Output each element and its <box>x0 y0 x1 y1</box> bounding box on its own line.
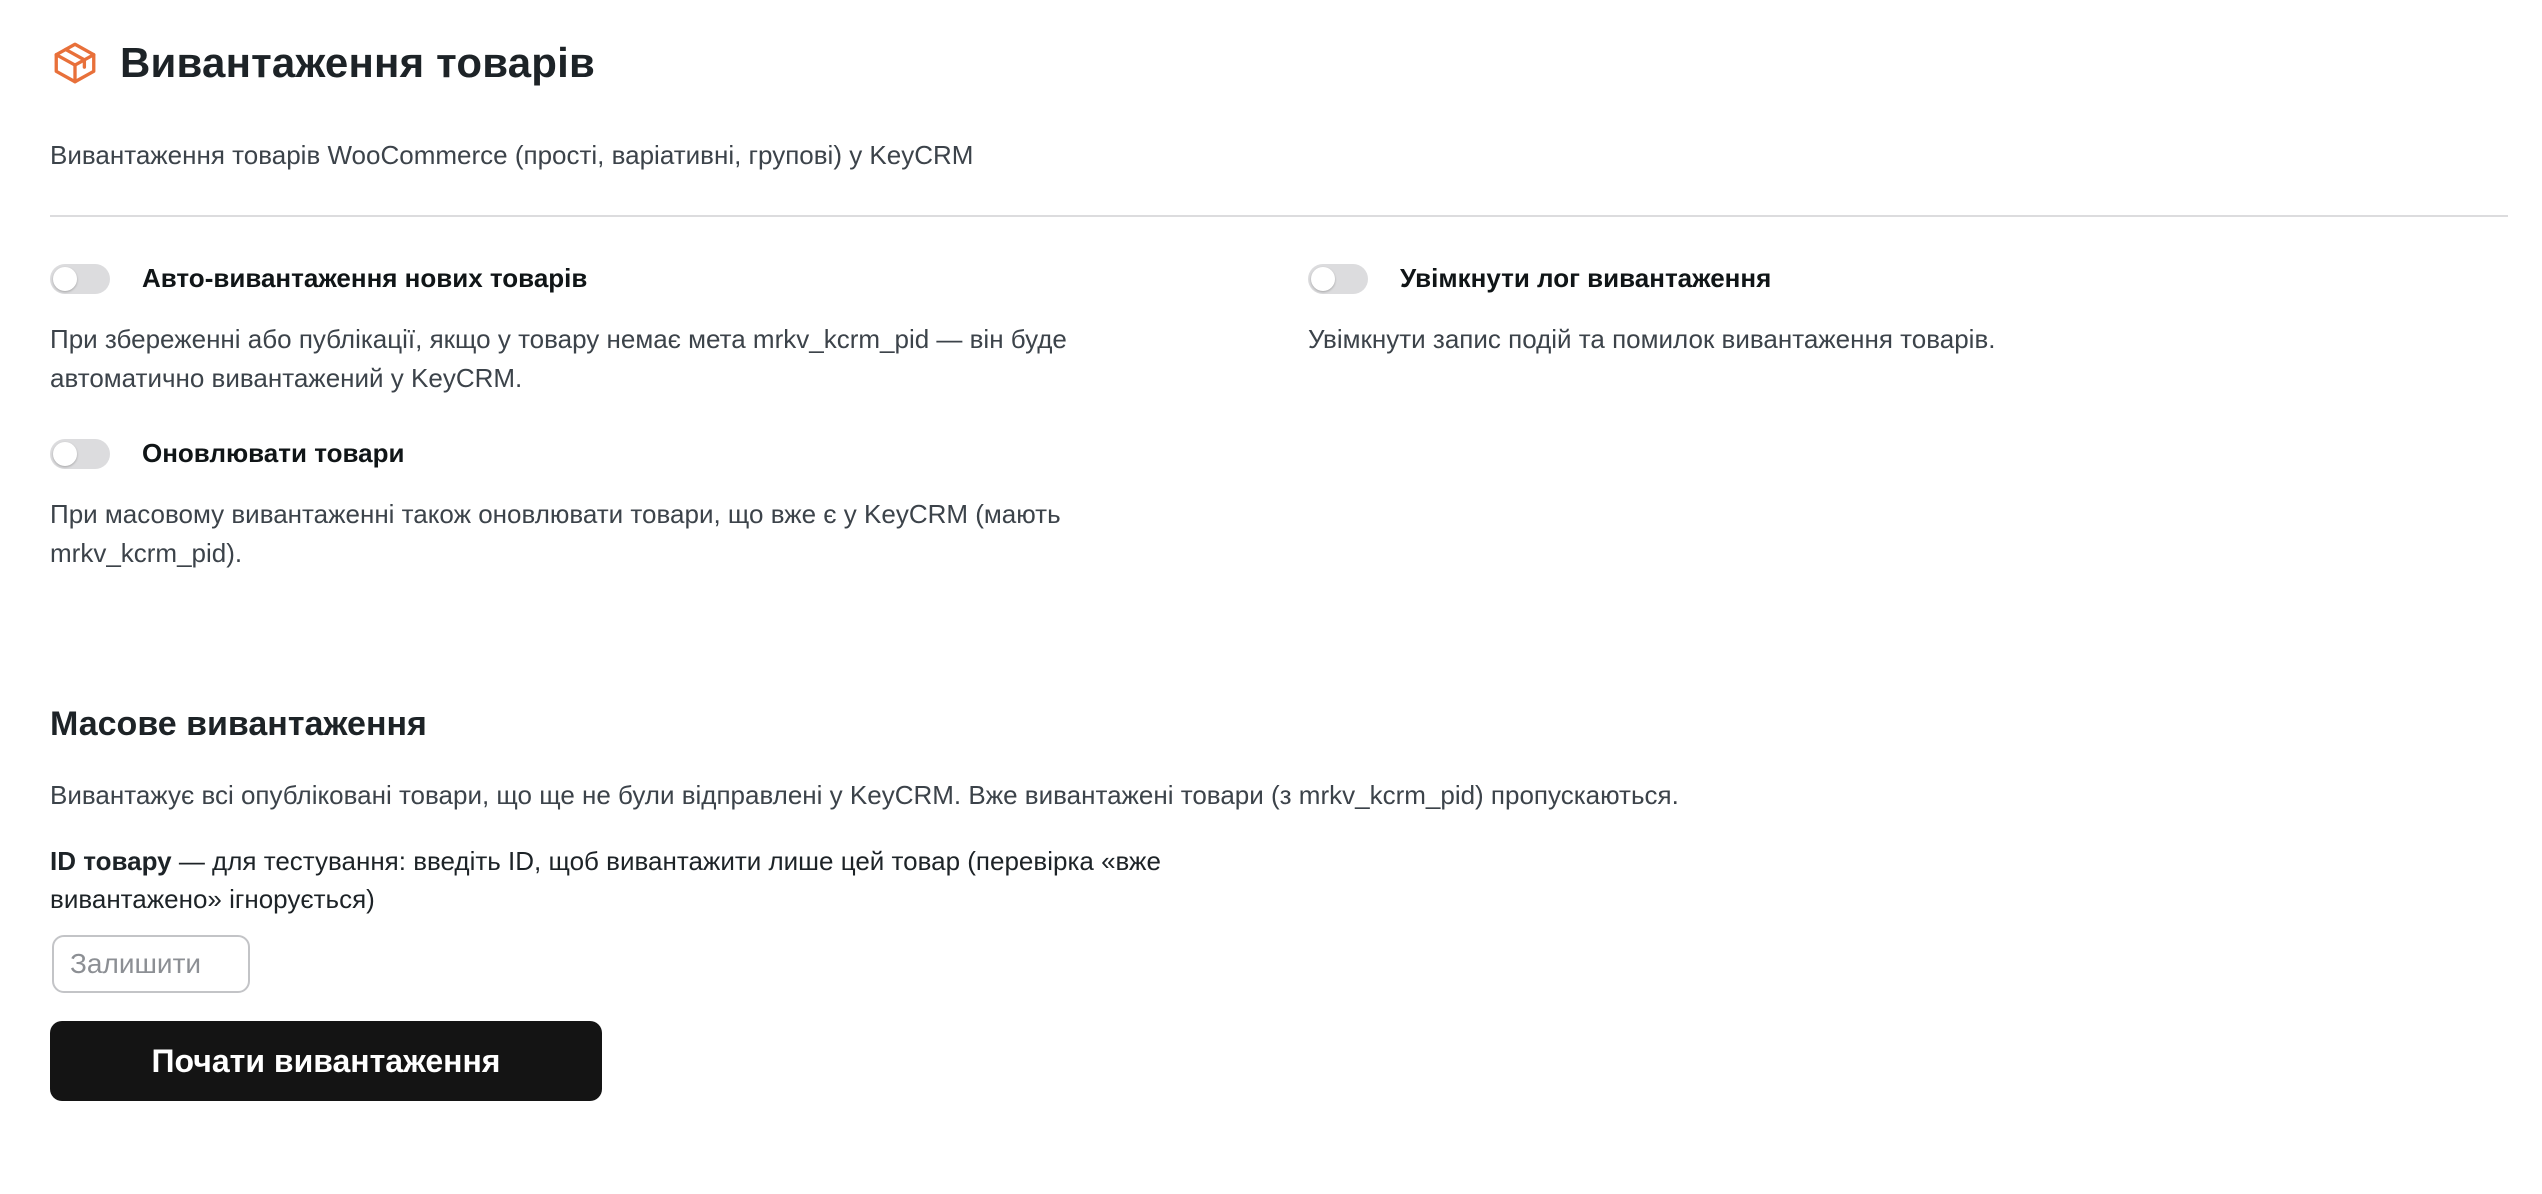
enable-log-description: Увімкнути запис подій та помилок вивантаження товарів. <box>1308 324 1996 354</box>
page-header <box>50 38 595 88</box>
update-products-toggle[interactable] <box>50 439 110 469</box>
product-id-hint: — для тестування: введіть ID, щоб вивантажити лише цей товар (перевірка «вже вивантажено» ігнорується) <box>50 846 1161 914</box>
auto-export-toggle[interactable] <box>50 264 110 294</box>
enable-log-toggle[interactable] <box>1308 264 1368 294</box>
toggle-knob <box>1311 267 1335 291</box>
toggle-knob <box>53 267 77 291</box>
section-divider <box>50 215 2508 217</box>
package-box-icon <box>50 38 100 88</box>
enable-log-label: Увімкнути лог вивантаження <box>1400 263 1772 293</box>
option-update-products-head <box>50 438 1170 469</box>
product-id-note <box>50 842 1250 918</box>
start-export-button[interactable]: Почати вивантаження <box>50 1021 602 1101</box>
page-subtitle: Вивантаження товарів WooCommerce (прості, варіативні, групові) у KeyCRM <box>50 140 974 170</box>
bulk-export-description: Вивантажує всі опубліковані товари, що ще не були відправлені у KeyCRM. Вже вивантажені товари (з mrkv_kcrm_pid) пропускаються. <box>50 780 1679 810</box>
auto-export-label: Авто-вивантаження нових товарів <box>142 263 588 293</box>
bulk-export-title: Масове вивантаження <box>50 705 427 743</box>
option-enable-log <box>1308 263 2428 359</box>
product-id-input[interactable] <box>52 935 250 993</box>
option-update-products <box>50 438 1170 573</box>
option-auto-export <box>50 263 1170 398</box>
auto-export-description: При збереженні або публікації, якщо у товару немає мета mrkv_kcrm_pid — він буде автоматично вивантажений у KeyCRM. <box>50 324 1067 393</box>
option-enable-log-head <box>1308 263 2428 294</box>
update-products-description: При масовому вивантаженні також оновлювати товари, що вже є у KeyCRM (мають mrkv_kcrm_pid). <box>50 499 1061 568</box>
option-auto-export-head <box>50 263 1170 294</box>
page-title: Вивантаження товарів <box>120 39 596 86</box>
toggle-knob <box>53 442 77 466</box>
product-id-label: ID товару <box>50 846 172 876</box>
update-products-label: Оновлювати товари <box>142 438 405 468</box>
